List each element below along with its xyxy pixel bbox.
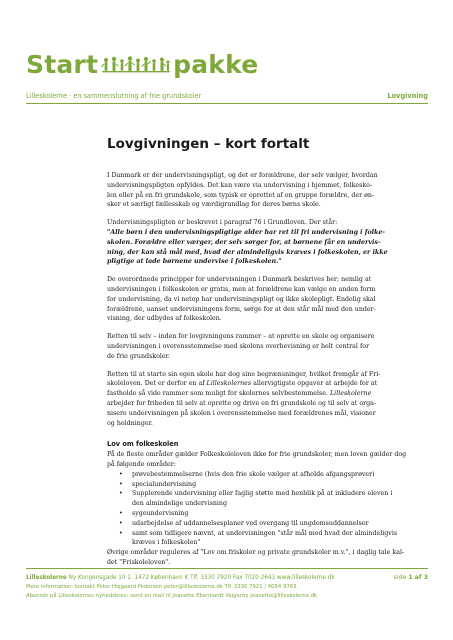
bullet-icon: • — [119, 519, 123, 527]
paragraph-principles — [107, 275, 409, 324]
list-item-text: specialundervisning — [132, 480, 197, 488]
text-line: arbejder for friheden til selv at oprette og drive en fri grundskole og til selv at orga- — [107, 399, 377, 407]
footer-contact-row — [26, 573, 428, 583]
list-item — [119, 509, 409, 519]
text-line: På de fleste områder gælder Folkeskoleloven ikke for frie grundskoler, men loven gælder dog — [107, 451, 407, 459]
paragraph-intro — [107, 171, 409, 210]
footer-newsletter-line: Abonnér på Lilleskolernes nyhedsbrev: send en mail til Jeanette Ebenhardt Vejgerby jeanette@lilleskolerne.dk — [26, 593, 318, 599]
text-line: len eller på en fri grundskole, som typisk er oprettet af en gruppe forældre, der øn- — [107, 191, 375, 199]
footer-divider — [26, 568, 428, 569]
list-item-text: prøvebestemmelserne (hvis den frie skole vælger at afholde afgangsprøver) — [132, 470, 375, 478]
text-line: undervisningen i folkeskolen er gratis, men at forældrene kan vælge en anden form — [107, 285, 376, 293]
section-label: Lovgivning — [387, 92, 428, 100]
section-folkeskolen — [107, 440, 409, 567]
organisation-tagline: Lilleskolerne · en sammenslutning af frie grundskoler — [26, 92, 202, 100]
quote-line: "Alle børn i den undervisningspligtige alder har ret til fri undervisning i folke- — [107, 228, 386, 236]
page-prefix: side — [393, 574, 409, 581]
text-run: allervigtigste opgaver at arbejde for at — [251, 380, 378, 388]
list-item-text: samt som tidligere nævnt, at undervisningen "står mål med hvad der almindeligvis — [132, 529, 398, 537]
header-divider — [26, 103, 428, 104]
text-line: Øvrige områder reguleres af "Lov om friskoler og private grundskoler m.v.", i daglig tale kal- — [107, 549, 405, 557]
list-item-text: kræves i folkeskolen" — [132, 539, 201, 547]
text-line: De overordnede principper for undervisningen i Danmark beskrives her; nemlig at — [107, 276, 372, 284]
paragraph-limitations — [107, 370, 409, 429]
text-line: undervisningspligten opfyldes. Det kan være via undervisning i hjemmet, folkesko- — [107, 181, 373, 189]
text-line: I Danmark er der undervisningspligt, og det er forældrene, der selv vælger, hvordan — [107, 172, 378, 179]
bullet-icon: • — [119, 490, 123, 498]
list-item — [119, 470, 409, 480]
footer-info-line: Mere information: kontakt Peter Hojgaard Pedersen peter@lilleskolerne.dk Tlf. 3330 7921 / 4054 9763. — [26, 584, 299, 590]
page-total: 3 — [423, 574, 428, 581]
footer-address: Ny Kongensgade 10 1. 1472 København K Tlf. 3330 7920 Fax 7020 2643 www.lilleskolerne.dk — [66, 575, 335, 581]
emphasis-lilleskolerne: Lilleskolerne — [330, 390, 372, 398]
document-body — [107, 171, 409, 568]
text-line: Undervisningspligten er beskrevet i paragraf 76 i Grundloven. Der står: — [107, 219, 338, 227]
text-line: sker et særligt fællesskab og værdigrundlag for deres børns skole. — [107, 201, 321, 209]
quote-line: pligtige at lade børnene undervise i folkeskolen." — [107, 258, 282, 266]
text-line: undervisningen i overensstemmelse med skolens overbevisning er helt central for — [107, 342, 370, 350]
text-line: for undervisning, da vi netop har undervisningspligt og ikke skolepligt. Endelig skal — [107, 295, 376, 303]
text-line — [107, 389, 409, 399]
list-item — [119, 519, 409, 529]
page-footer — [26, 573, 428, 601]
page-number — [394, 573, 428, 583]
page-current: 1 — [408, 574, 413, 581]
text-run: fastholde så vide rammer som muligt for skolernes selvbestemmelse. — [107, 390, 330, 398]
bullet-icon: • — [119, 480, 123, 488]
quote-line: ning, der kan stå mål med, hvad der almindeligvis kræves i folkeskolen, er ikke — [107, 248, 388, 256]
list-item — [119, 489, 409, 509]
text-line: Retten til selv – inden for lovgivningens rammer – at oprette en skole og organisere — [107, 333, 375, 341]
text-line: visning, der udbydes af folkeskolen. — [107, 315, 222, 323]
list-item — [119, 480, 409, 490]
emphasis-lilleskolernes: Lilleskolernes — [206, 380, 252, 388]
text-line: det "Friskoleloven". — [107, 558, 171, 566]
text-line: Retten til at starte sin egen skole har dog sine begrænsninger, hvilket fremgår af Fri- — [107, 370, 381, 378]
list-item-text: den almindelige undervisning — [132, 500, 228, 508]
text-line: de frie grundskoler. — [107, 352, 170, 360]
list-item — [119, 529, 409, 549]
text-run: skoleloven. Det er derfor en af — [107, 380, 207, 388]
children-figures-icon — [101, 54, 171, 76]
text-line: og holdninger. — [107, 419, 153, 427]
bullet-icon: • — [119, 470, 123, 478]
section-heading: Lov om folkeskolen — [107, 440, 179, 449]
text-line: på følgende områder: — [107, 460, 176, 468]
text-line: forældrene, uanset undervisningens form, sørge for at den står mål med den under- — [107, 305, 376, 313]
logo-word-pakke: pakke — [173, 50, 259, 79]
text-line: nisere undervisningen på skolen i overensstemmelse med forældrenes mål, visioner — [107, 409, 376, 417]
bullet-icon: • — [119, 529, 123, 537]
quote-line: skolen. Forældre eller værger, der selv sørger for, at børnene får en undervis- — [107, 238, 381, 246]
document-title: Lovgivningen – kort fortalt — [107, 136, 310, 152]
paragraph-rights — [107, 332, 409, 361]
list-item-text: sygeundervisning — [132, 509, 189, 517]
paragraph-grundloven — [107, 218, 409, 267]
page-of: af — [412, 574, 424, 581]
bullet-list — [107, 470, 409, 548]
footer-org-name: Lilleskolerne — [26, 575, 67, 581]
list-item-text: Supplerende undervisning eller faglig støtte med henblik på at inkludere eleven i — [132, 490, 393, 498]
startpakke-logo — [26, 50, 258, 80]
text-line — [107, 379, 409, 389]
bullet-icon: • — [119, 509, 123, 517]
logo-word-start: Start — [26, 50, 99, 79]
list-item-text: udarbejdelse af uddannelsesplaner ved overgang til ungdomsuddannelser — [132, 519, 369, 527]
